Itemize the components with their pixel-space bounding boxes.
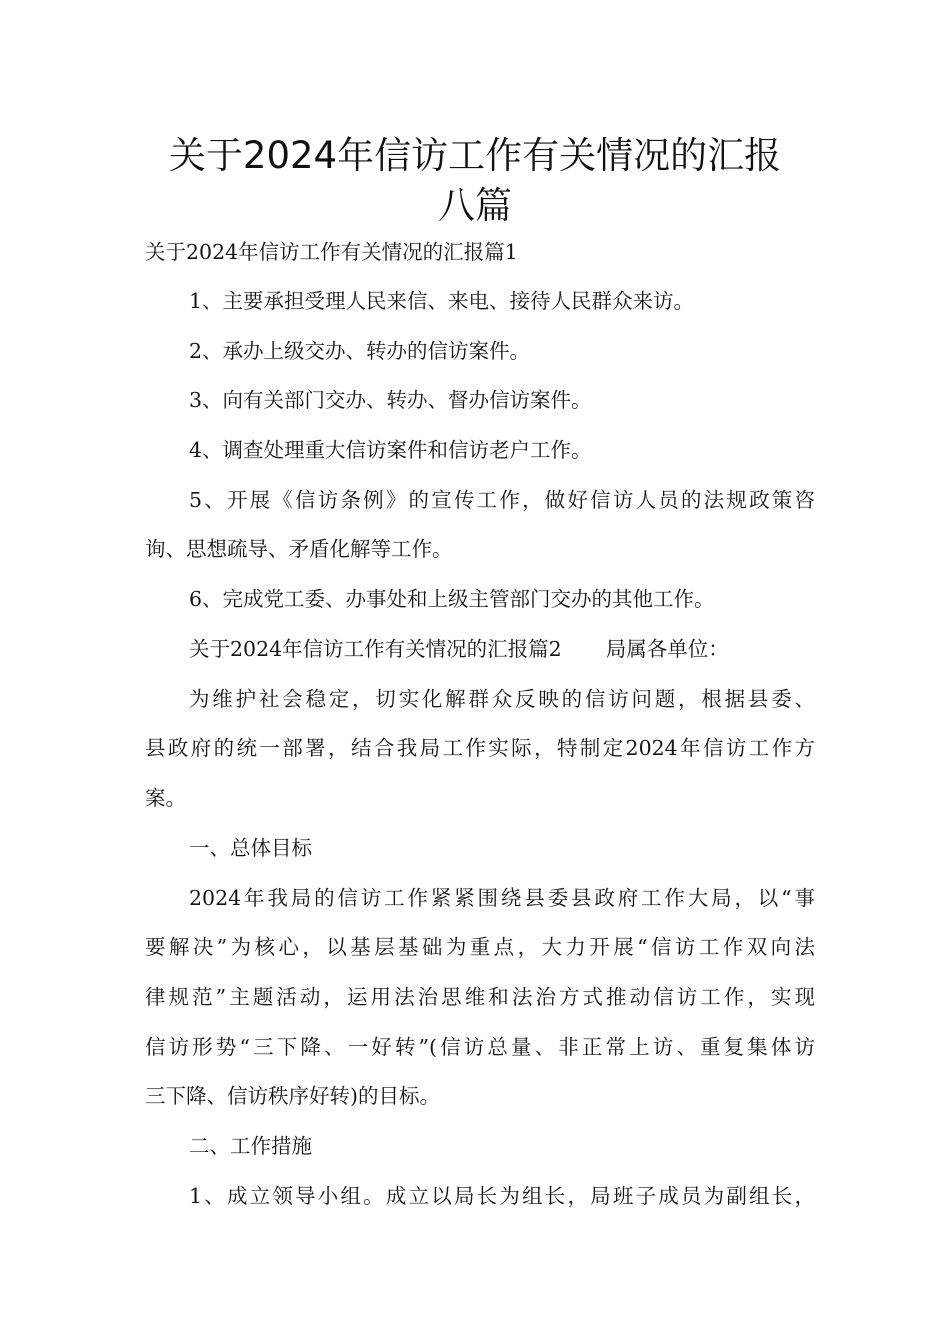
duty-item-5: 5、开展《信访条例》的宣传工作，做好信访人员的法规政策咨 (189, 488, 815, 512)
duty-item-5-continued: 询、思想疏导、矛盾化解等工作。 (145, 537, 453, 561)
section-2-heading: 关于2024年信访工作有关情况的汇报篇2 (189, 637, 562, 661)
goal-line-2: 要解决”为核心，以基层基础为重点，大力开展“信访工作双向法 (145, 935, 815, 959)
duty-item-3: 3、向有关部门交办、转办、督办信访案件。 (189, 388, 592, 412)
section-2-addressee: 局属各单位： (605, 637, 729, 661)
intro-line-1: 为维护社会稳定，切实化解群众反映的信访问题，根据县委、 (189, 687, 815, 711)
goal-line-5: 三下降、信访秩序好转)的目标。 (145, 1084, 440, 1108)
duty-item-2: 2、承办上级交办、转办的信访案件。 (189, 339, 531, 363)
goal-line-4: 信访形势“三下降、一好转”(信访总量、非正常上访、重复集体访 (145, 1035, 815, 1059)
goal-line-3: 律规范”主题活动，运用法治思维和法治方式推动信访工作，实现 (145, 985, 815, 1009)
duty-item-6: 6、完成党工委、办事处和上级主管部门交办的其他工作。 (189, 587, 715, 611)
measures-line-1: 1、成立领导小组。成立以局长为组长，局班子成员为副组长， (189, 1184, 815, 1208)
document-title-line-1: 关于2024年信访工作有关情况的汇报 (168, 134, 782, 177)
section-2-heading-line (189, 634, 815, 664)
subtitle: 关于2024年信访工作有关情况的汇报篇1 (145, 240, 518, 264)
intro-line-2: 县政府的统一部署，结合我局工作实际，特制定2024年信访工作方 (145, 736, 815, 760)
heading-goal: 一、总体目标 (189, 836, 312, 860)
document-title-line-2: 八篇 (438, 184, 512, 227)
goal-line-1: 2024年我局的信访工作紧紧围绕县委县政府工作大局，以“事 (189, 886, 815, 910)
duty-item-1: 1、主要承担受理人民来信、来电、接待人民群众来访。 (189, 289, 695, 313)
intro-line-3: 案。 (145, 786, 186, 810)
duty-item-4: 4、调查处理重大信访案件和信访老户工作。 (189, 438, 592, 462)
heading-measures: 二、工作措施 (189, 1134, 312, 1158)
